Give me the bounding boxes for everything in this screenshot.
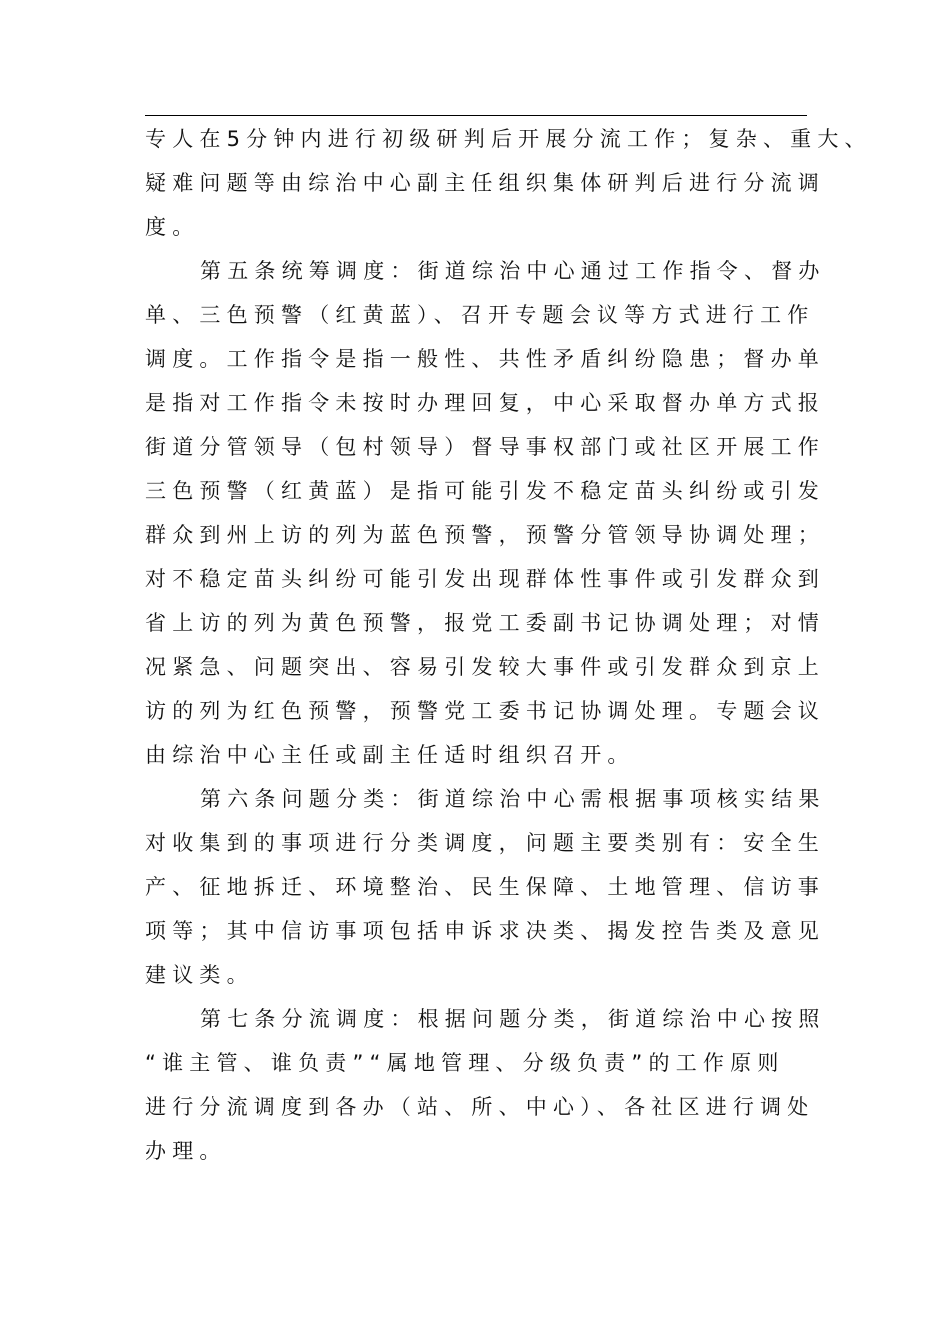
- text-line: 三色预警（红黄蓝）是指可能引发不稳定苗头纠纷或引发: [145, 479, 825, 503]
- text-line: 办理。: [145, 1139, 227, 1163]
- text-line: 专人在5分钟内进行初级研判后开展分流工作；复杂、重大、: [145, 127, 872, 151]
- text-line: 调度。工作指令是指一般性、共性矛盾纠纷隐患；督办单: [145, 347, 825, 371]
- text-line: 是指对工作指令未按时办理回复，中心采取督办单方式报: [145, 391, 825, 415]
- text-line: 街道分管领导（包村领导）督导事权部门或社区开展工作: [145, 435, 825, 459]
- text-line: 对不稳定苗头纠纷可能引发出现群体性事件或引发群众到: [145, 567, 825, 591]
- article-5-heading-line: 第五条统筹调度：街道综治中心通过工作指令、督办: [200, 259, 826, 283]
- text-line: 访的列为红色预警，预警党工委书记协调处理。专题会议: [145, 699, 825, 723]
- text-line: 由综治中心主任或副主任适时组织召开。: [145, 743, 635, 767]
- header-rule: [145, 115, 807, 116]
- text-line: 况紧急、问题突出、容易引发较大事件或引发群众到京上: [145, 655, 825, 679]
- text-line: 项等；其中信访事项包括申诉求决类、揭发控告类及意见: [145, 919, 825, 943]
- text-line: 单、三色预警（红黄蓝）、召开专题会议等方式进行工作: [145, 303, 815, 327]
- text-line: 群众到州上访的列为蓝色预警，预警分管领导协调处理；: [145, 523, 825, 547]
- text-line: 省上访的列为黄色预警，报党工委副书记协调处理；对情: [145, 611, 825, 635]
- article-6-heading-line: 第六条问题分类：街道综治中心需根据事项核实结果: [200, 787, 826, 811]
- text-line: 产、征地拆迁、环境整治、民生保障、土地管理、信访事: [145, 875, 825, 899]
- article-7-heading-line: 第七条分流调度：根据问题分类，街道综治中心按照: [200, 1007, 826, 1031]
- text-line: “谁主管、谁负责”“属地管理、分级负责”的工作原则: [145, 1051, 785, 1075]
- text-line: 疑难问题等由综治中心副主任组织集体研判后进行分流调: [145, 171, 825, 195]
- text-line: 建议类。: [145, 963, 254, 987]
- text-line: 进行分流调度到各办（站、所、中心）、各社区进行调处: [145, 1095, 815, 1119]
- text-line: 对收集到的事项进行分类调度，问题主要类别有：安全生: [145, 831, 825, 855]
- text-line: 度。: [145, 215, 200, 239]
